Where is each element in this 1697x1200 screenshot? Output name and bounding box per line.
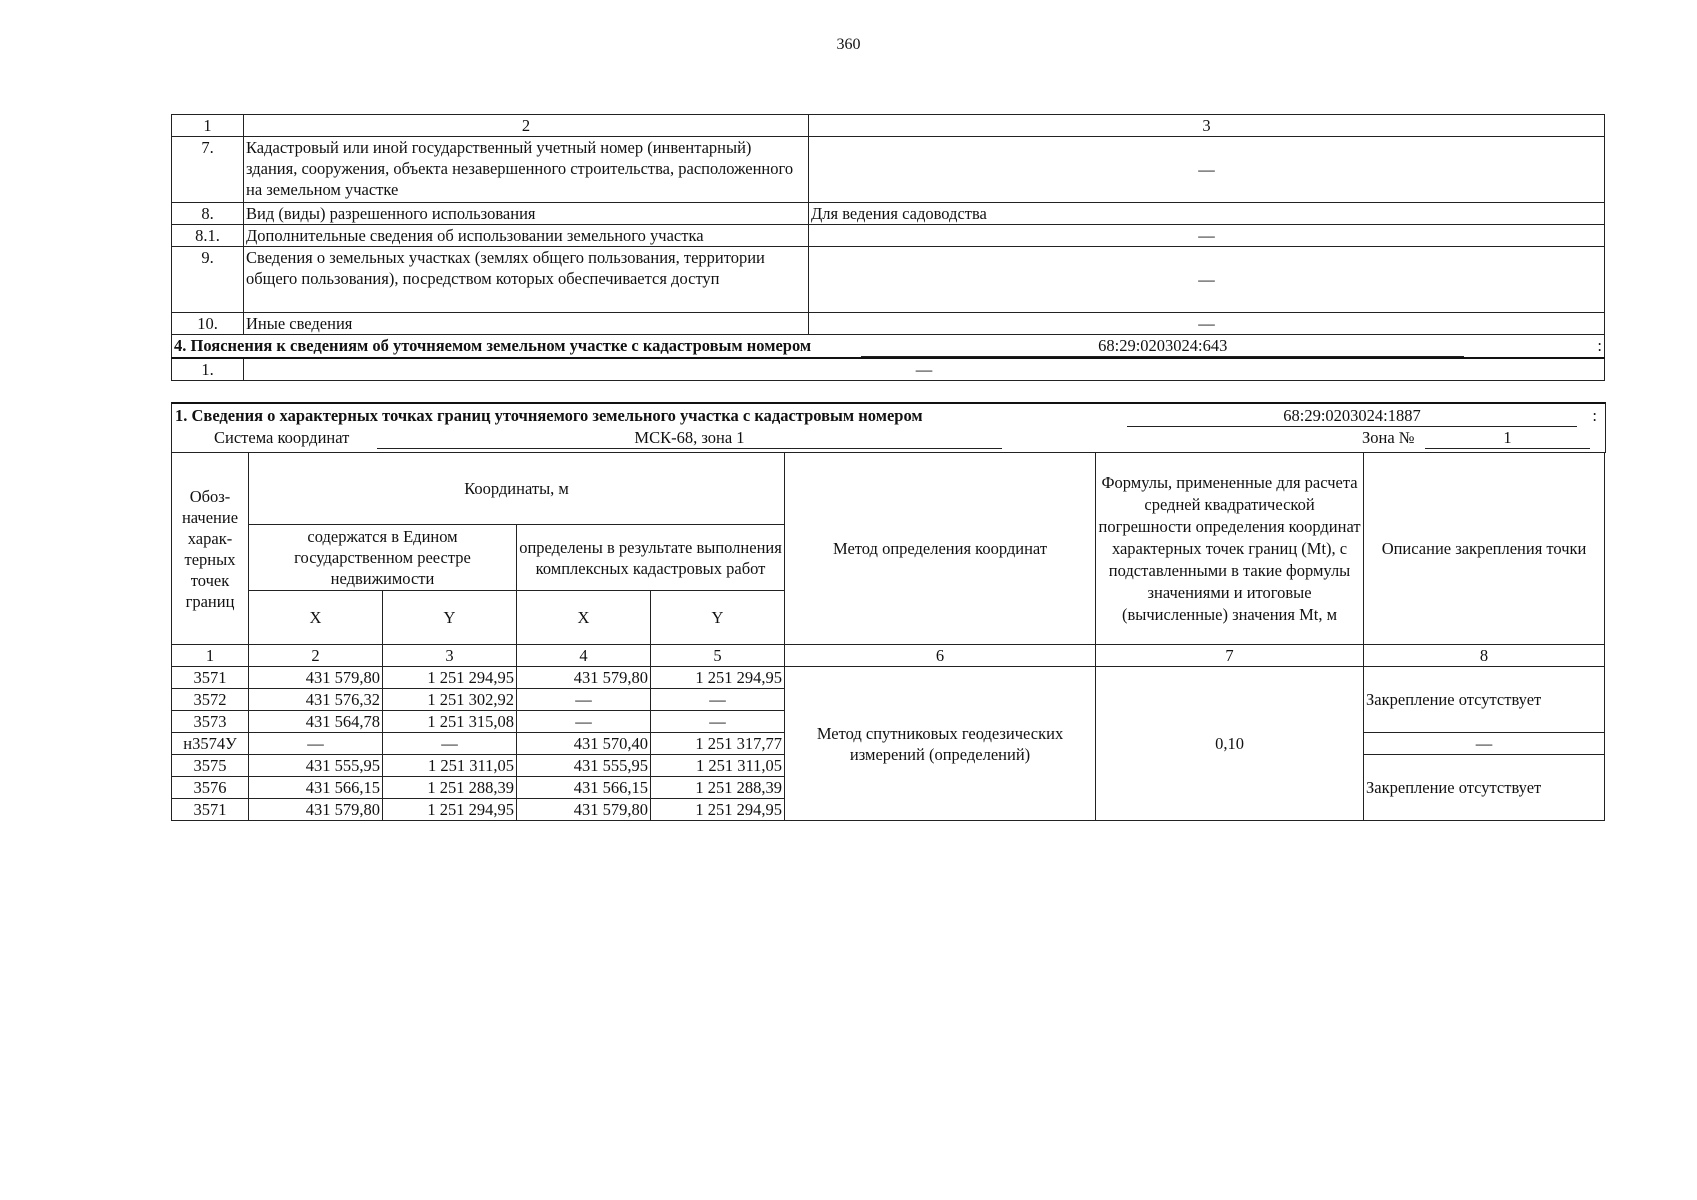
column-number: 2 bbox=[249, 645, 383, 667]
row-number: 9. bbox=[172, 247, 244, 313]
header-fixing: Описание закрепления точки bbox=[1364, 453, 1605, 645]
method-cell: Метод спутниковых геодезических измерений (определений) bbox=[785, 667, 1096, 821]
y-kkr: 1 251 311,05 bbox=[651, 755, 785, 777]
header-y: Y bbox=[383, 591, 517, 645]
x-egrn: — bbox=[249, 733, 383, 755]
table-row bbox=[172, 225, 1605, 247]
parcel-info-table bbox=[171, 114, 1605, 381]
header-coordinates: Координаты, м bbox=[249, 453, 785, 525]
header-method: Метод определения координат bbox=[785, 453, 1096, 645]
zone-value: 1 bbox=[1425, 427, 1590, 449]
header-formula: Формулы, примененные для расчета средней квадратической погрешности определения координат характерных точек границ (Mt), с подставленными в такие формулы значениями и итоговые (вычисленные) значения Mt, м bbox=[1096, 453, 1364, 645]
column-number: 4 bbox=[517, 645, 651, 667]
header-x: X bbox=[249, 591, 383, 645]
x-egrn: 431 579,80 bbox=[249, 799, 383, 821]
point-id: 3571 bbox=[172, 667, 249, 689]
x-kkr: 431 555,95 bbox=[517, 755, 651, 777]
row-value: — bbox=[244, 358, 1605, 381]
header-cell: 3 bbox=[809, 115, 1605, 137]
y-kkr: — bbox=[651, 689, 785, 711]
zone-label: Зона № bbox=[1362, 428, 1415, 447]
y-egrn: 1 251 288,39 bbox=[383, 777, 517, 799]
row-number: 8. bbox=[172, 203, 244, 225]
header-egrn: содержатся в Едином государственном реестре недвижимости bbox=[249, 525, 517, 591]
header-y: Y bbox=[651, 591, 785, 645]
row-label: Иные сведения bbox=[244, 313, 809, 335]
x-egrn: 431 555,95 bbox=[249, 755, 383, 777]
row-value: Для ведения садоводства bbox=[809, 203, 1605, 225]
row-number: 1. bbox=[172, 358, 244, 381]
coord-system-label: Система координат bbox=[214, 428, 350, 447]
point-id: 3571 bbox=[172, 799, 249, 821]
header-point-designation: Обоз-начение харак-терных точек границ bbox=[172, 453, 249, 645]
table-row bbox=[172, 313, 1605, 335]
column-number: 8 bbox=[1364, 645, 1605, 667]
section4-title-row bbox=[172, 335, 1605, 359]
column-number: 5 bbox=[651, 645, 785, 667]
header-cell: 2 bbox=[244, 115, 809, 137]
x-egrn: 431 576,32 bbox=[249, 689, 383, 711]
row-value: — bbox=[809, 225, 1605, 247]
row-value: — bbox=[809, 137, 1605, 203]
section4-cad-number: 68:29:0203024:643 bbox=[861, 335, 1464, 357]
table-row bbox=[172, 247, 1605, 313]
column-number: 7 bbox=[1096, 645, 1364, 667]
section1-title: 1. Сведения о характерных точках границ уточняемого земельного участка с кадастровым номером bbox=[175, 406, 923, 425]
section1-colon: : bbox=[1592, 406, 1597, 425]
point-id: 3573 bbox=[172, 711, 249, 733]
point-id: н3574У bbox=[172, 733, 249, 755]
x-kkr: 431 566,15 bbox=[517, 777, 651, 799]
table-row bbox=[172, 667, 1605, 689]
x-kkr: — bbox=[517, 689, 651, 711]
header-row bbox=[172, 453, 1605, 525]
header-cell: 1 bbox=[172, 115, 244, 137]
point-id: 3572 bbox=[172, 689, 249, 711]
y-kkr: 1 251 294,95 bbox=[651, 799, 785, 821]
section1-header bbox=[171, 402, 1606, 453]
row-label: Сведения о земельных участках (землях общего пользования, территории общего пользования), посредством которых обеспечивается доступ bbox=[244, 247, 809, 313]
y-egrn: 1 251 302,92 bbox=[383, 689, 517, 711]
point-id: 3576 bbox=[172, 777, 249, 799]
row-label: Вид (виды) разрешенного использования bbox=[244, 203, 809, 225]
row-value: — bbox=[809, 313, 1605, 335]
header-kkr: определены в результате выполнения комплексных кадастровых работ bbox=[517, 525, 785, 591]
column-number: 3 bbox=[383, 645, 517, 667]
y-egrn: — bbox=[383, 733, 517, 755]
table-row bbox=[172, 137, 1605, 203]
fixing-cell: Закрепление отсутствует bbox=[1364, 755, 1605, 821]
y-egrn: 1 251 294,95 bbox=[383, 667, 517, 689]
fixing-cell: Закрепление отсутствует bbox=[1364, 667, 1605, 733]
mt-cell: 0,10 bbox=[1096, 667, 1364, 821]
fixing-cell: — bbox=[1364, 733, 1605, 755]
section4-title: 4. Пояснения к сведениям об уточняемом земельном участке с кадастровым номером bbox=[174, 336, 812, 355]
row-label: Дополнительные сведения об использовании земельного участка bbox=[244, 225, 809, 247]
y-egrn: 1 251 315,08 bbox=[383, 711, 517, 733]
section4-colon: : bbox=[1597, 336, 1602, 355]
section1-cad-number: 68:29:0203024:1887 bbox=[1127, 405, 1577, 427]
row-number: 10. bbox=[172, 313, 244, 335]
row-label: Кадастровый или иной государственный учетный номер (инвентарный) здания, сооружения, объекта незавершенного строительства, расположенного на земельном участке bbox=[244, 137, 809, 203]
y-egrn: 1 251 294,95 bbox=[383, 799, 517, 821]
x-egrn: 431 564,78 bbox=[249, 711, 383, 733]
header-row bbox=[172, 115, 1605, 137]
y-kkr: — bbox=[651, 711, 785, 733]
section4-row bbox=[172, 358, 1605, 381]
x-egrn: 431 579,80 bbox=[249, 667, 383, 689]
x-kkr: — bbox=[517, 711, 651, 733]
point-id: 3575 bbox=[172, 755, 249, 777]
boundary-points-table bbox=[171, 452, 1605, 821]
column-number-row bbox=[172, 645, 1605, 667]
row-value: — bbox=[809, 247, 1605, 313]
x-egrn: 431 566,15 bbox=[249, 777, 383, 799]
page-number: 360 bbox=[836, 36, 861, 53]
column-number: 1 bbox=[172, 645, 249, 667]
coord-system-value: МСК-68, зона 1 bbox=[377, 427, 1002, 449]
x-kkr: 431 579,80 bbox=[517, 667, 651, 689]
x-kkr: 431 579,80 bbox=[517, 799, 651, 821]
column-number: 6 bbox=[785, 645, 1096, 667]
y-kkr: 1 251 294,95 bbox=[651, 667, 785, 689]
y-kkr: 1 251 288,39 bbox=[651, 777, 785, 799]
y-egrn: 1 251 311,05 bbox=[383, 755, 517, 777]
table-row bbox=[172, 203, 1605, 225]
row-number: 7. bbox=[172, 137, 244, 203]
y-kkr: 1 251 317,77 bbox=[651, 733, 785, 755]
header-x: X bbox=[517, 591, 651, 645]
row-number: 8.1. bbox=[172, 225, 244, 247]
x-kkr: 431 570,40 bbox=[517, 733, 651, 755]
